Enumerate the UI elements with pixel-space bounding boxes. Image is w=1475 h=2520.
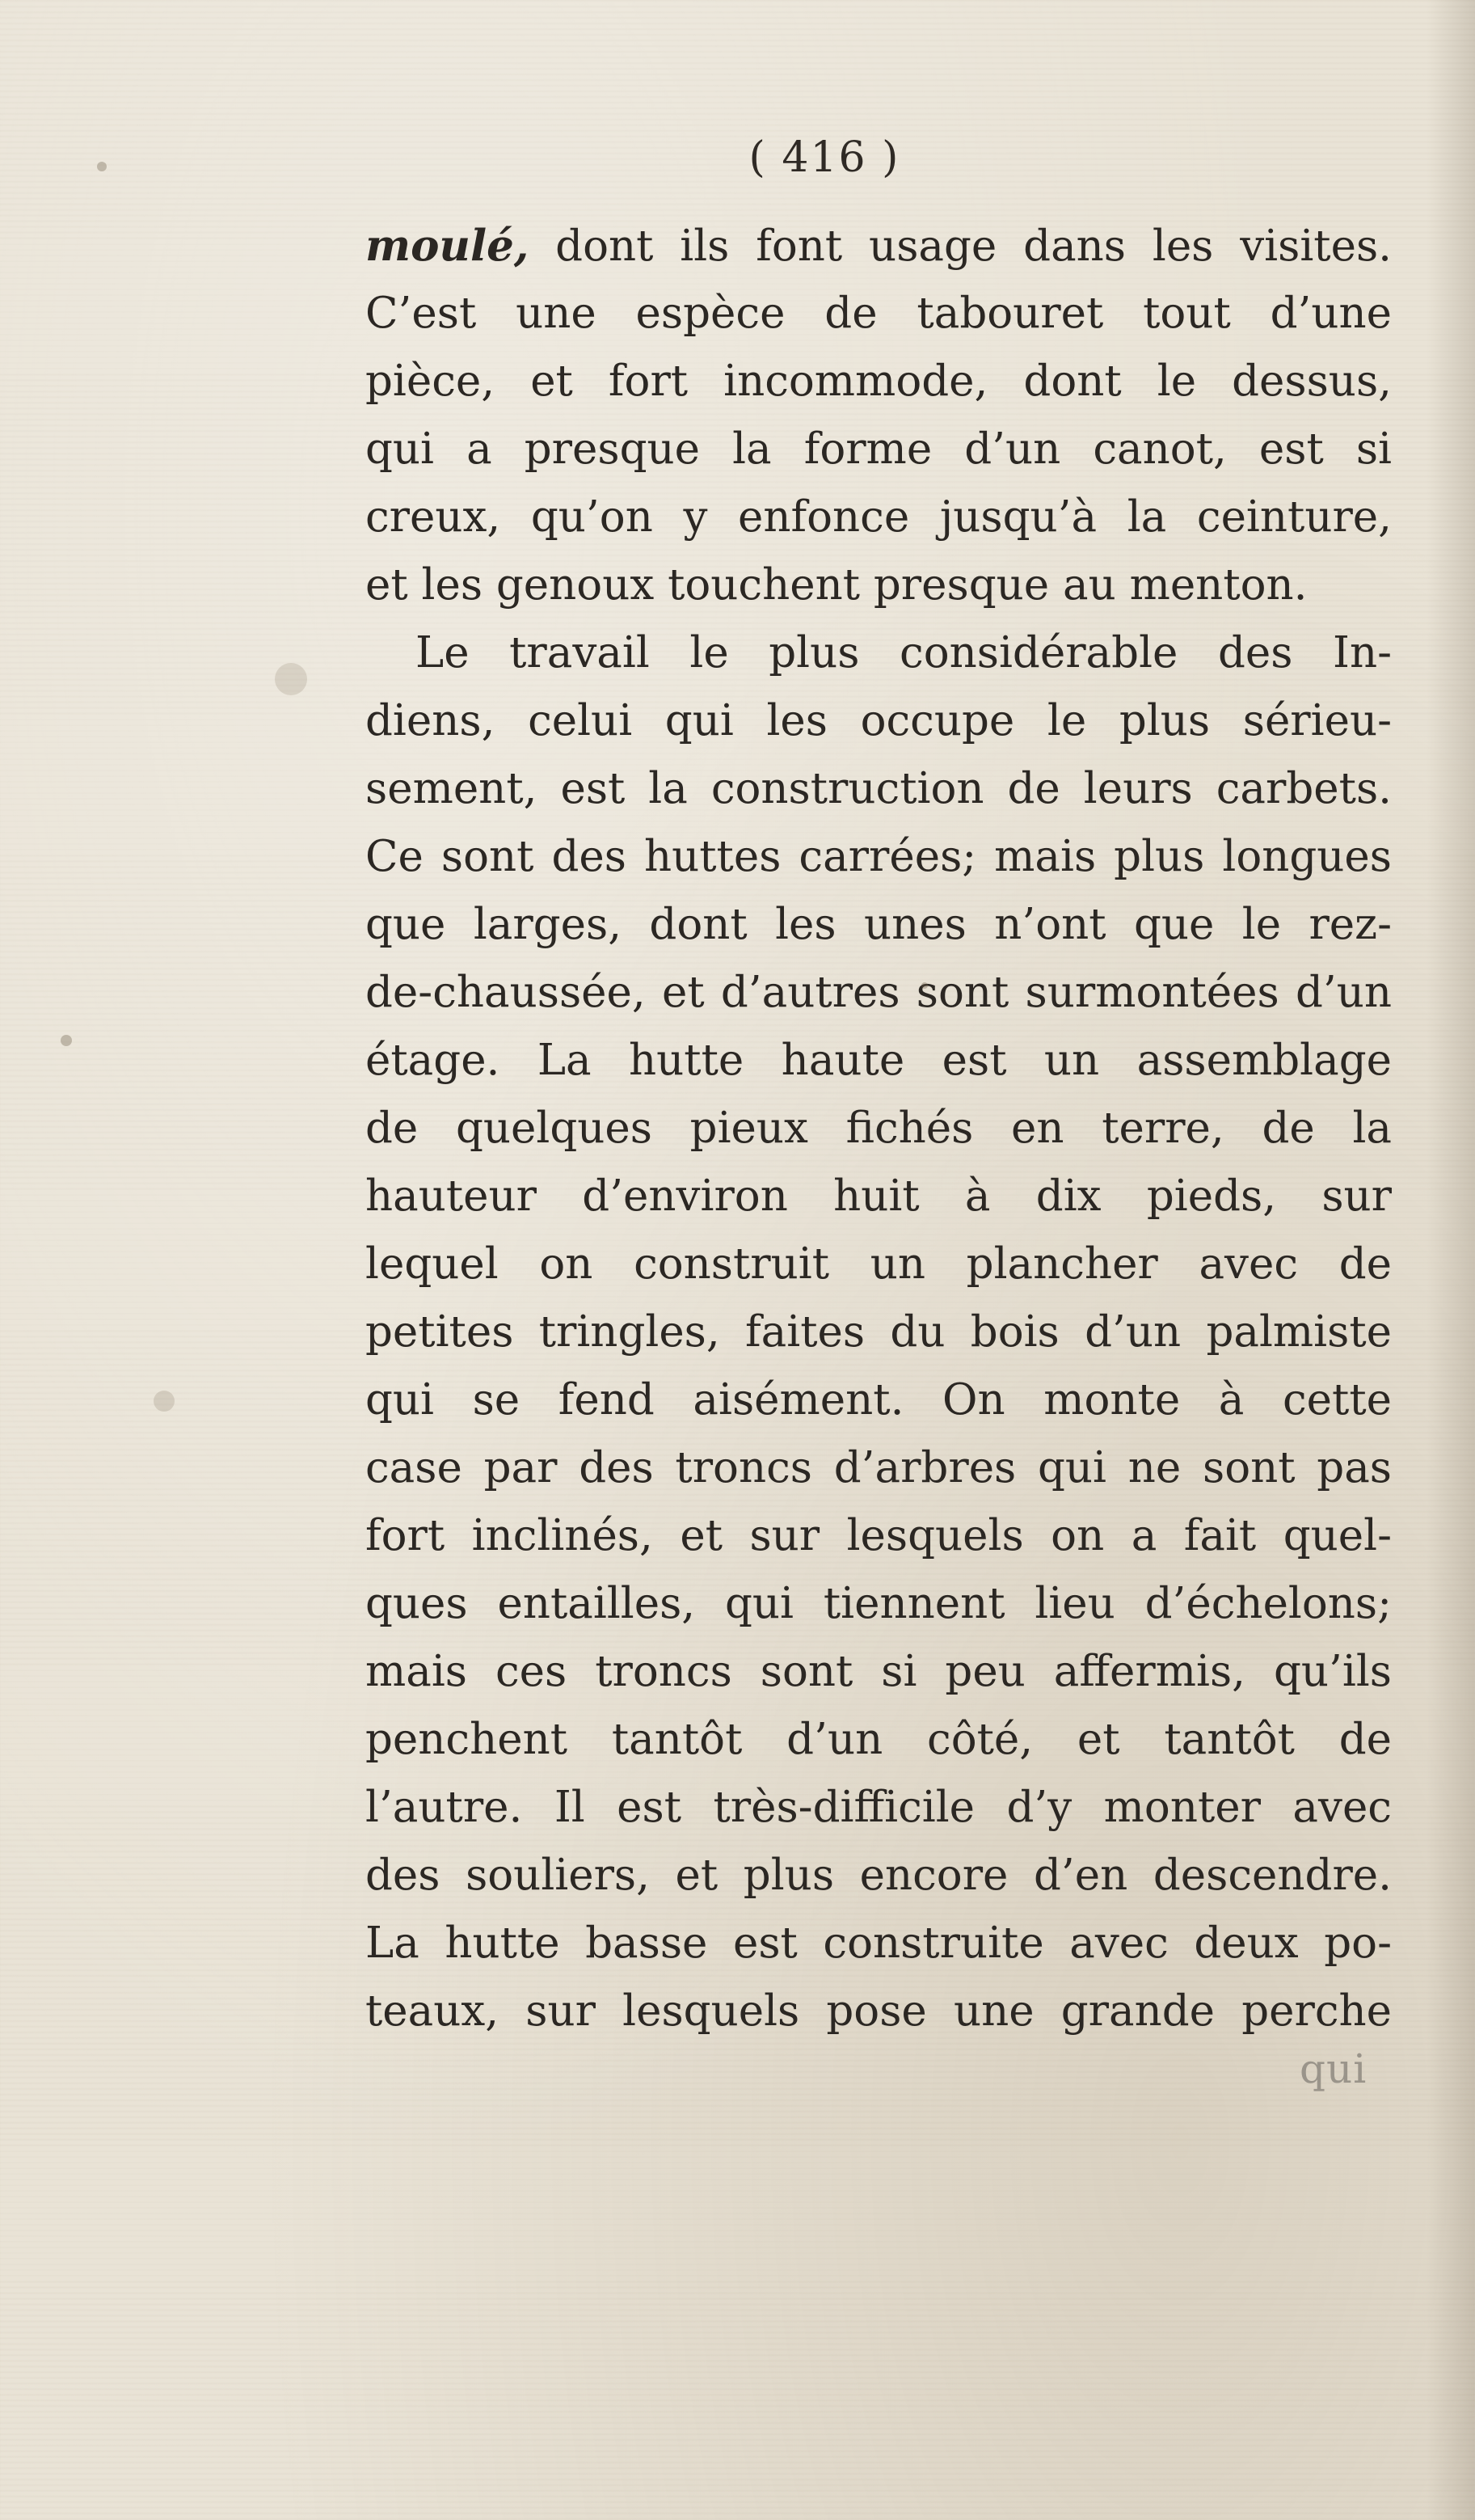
paper-speck <box>275 663 307 695</box>
body-text <box>365 212 1392 2045</box>
paper-speck <box>154 1391 175 1412</box>
text-line: des souliers, et plus encore d’en descendre. <box>365 1851 1392 1900</box>
text-line: Ce sont des huttes carrées; mais plus longues <box>365 832 1392 881</box>
text-line: et les genoux touchent presque au menton. <box>365 560 1308 610</box>
text-line: lequel on construit un plancher avec de <box>365 1239 1392 1289</box>
text-line: C’est une espèce de tabouret tout d’une <box>365 289 1392 338</box>
text-line: diens, celui qui les occupe le plus sérieu- <box>365 696 1392 745</box>
paper-speck <box>97 162 107 171</box>
paper-speck <box>61 1035 72 1046</box>
text-line: pièce, et fort incommode, dont le dessus, <box>365 357 1392 406</box>
text-line: l’autre. Il est très-difficile d’y monter avec <box>365 1783 1392 1832</box>
text-line: penchent tantôt d’un côté, et tantôt de <box>365 1715 1392 1764</box>
page-edge-shadow <box>1427 0 1475 2520</box>
text-line: case par des troncs d’arbres qui ne sont pas <box>365 1443 1392 1492</box>
text-line: que larges, dont les unes n’ont que le rez- <box>365 900 1392 949</box>
text-line: sement, est la construction de leurs carbets. <box>365 764 1392 813</box>
catchword: qui <box>1300 2045 1368 2092</box>
text-line <box>365 212 1392 280</box>
text-line: La hutte basse est construite avec deux po- <box>365 1918 1392 1968</box>
text-line: qui se fend aisément. On monte à cette <box>365 1375 1392 1425</box>
text-line: hauteur d’environ huit à dix pieds, sur <box>365 1171 1392 1221</box>
text-line: de-chaussée, et d’autres sont surmontées d’un <box>365 968 1392 1017</box>
paper-speck <box>921 982 928 989</box>
text-line-paragraph-start: Le travail le plus considérable des In- <box>415 628 1392 677</box>
text-line: teaux, sur lesquels pose une grande perche <box>365 1986 1392 2036</box>
text-line: étage. La hutte haute est un assemblage <box>365 1036 1392 1085</box>
text-line: ques entailles, qui tiennent lieu d’échelons; <box>365 1579 1392 1628</box>
text-line: de quelques pieux fichés en terre, de la <box>365 1104 1392 1153</box>
text-line: mais ces troncs sont si peu affermis, qu’ils <box>365 1647 1392 1696</box>
text-line: petites tringles, faites du bois d’un palmiste <box>365 1307 1392 1357</box>
italic-word: moulé, <box>365 221 529 271</box>
page-number: ( 416 ) <box>748 133 900 182</box>
line-rest: dont ils font usage dans les visites. <box>529 222 1392 271</box>
text-line: creux, qu’on y enfonce jusqu’à la ceinture, <box>365 492 1392 542</box>
text-line: fort inclinés, et sur lesquels on a fait quel- <box>365 1511 1392 1560</box>
text-line: qui a presque la forme d’un canot, est si <box>365 424 1392 474</box>
